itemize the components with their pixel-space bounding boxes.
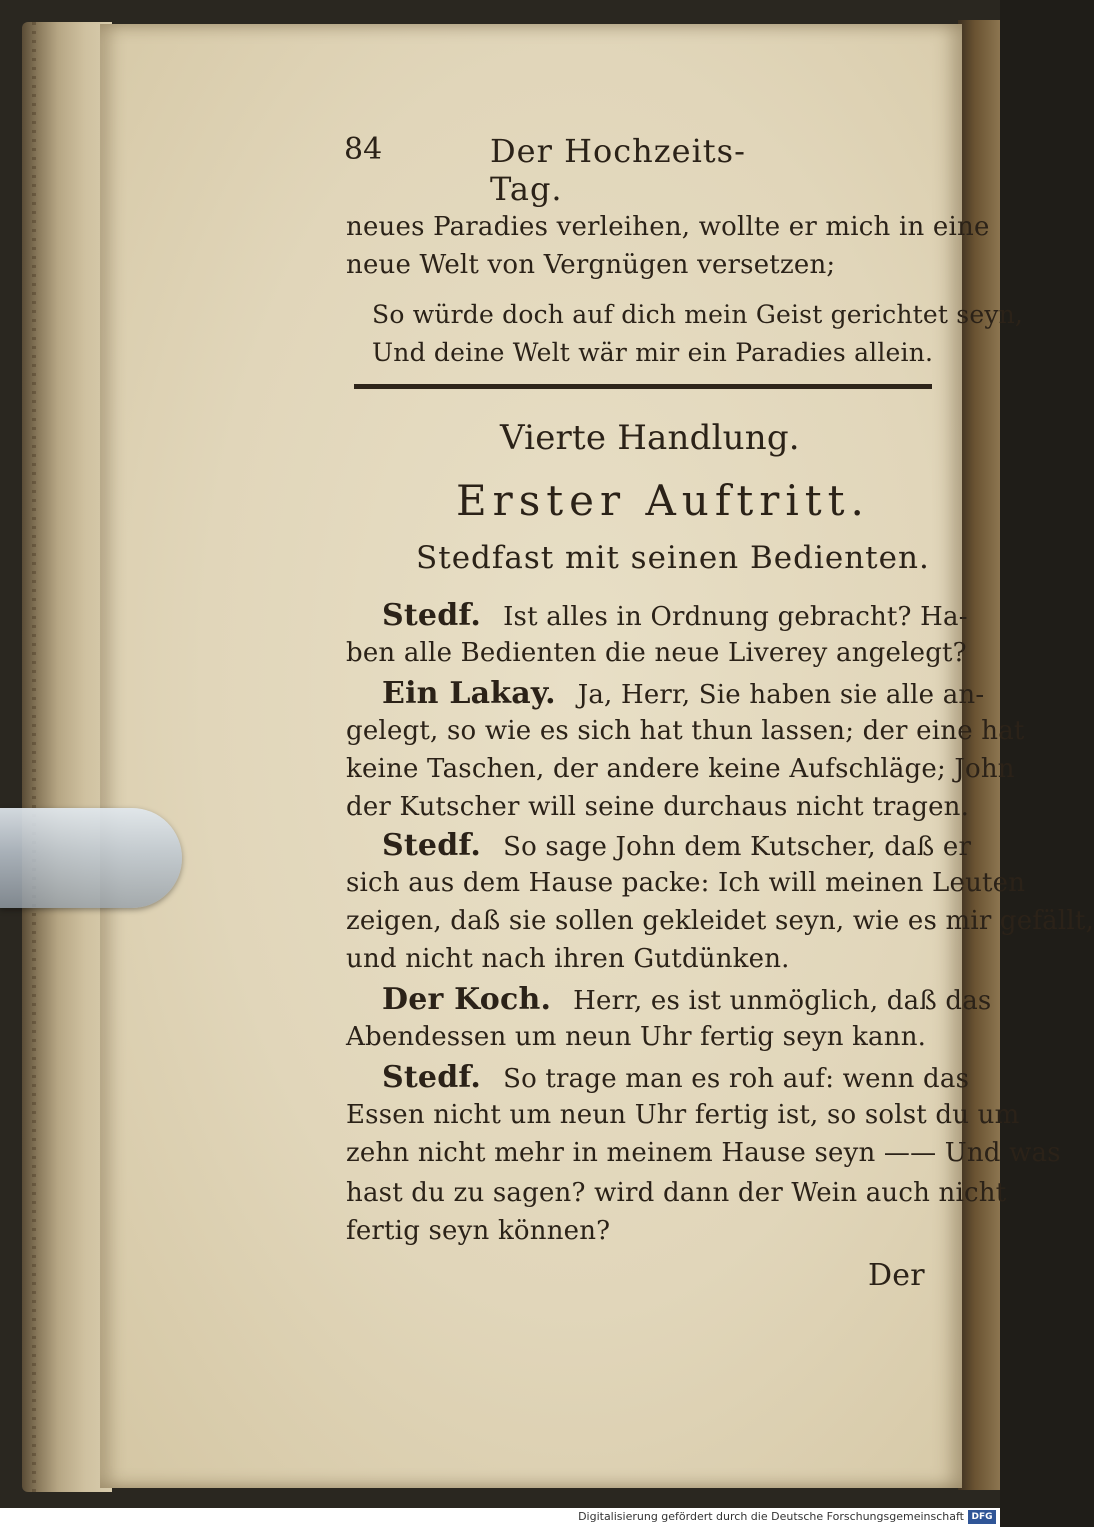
dialogue-line: ben alle Bedienten die neue Liverey angelegt? xyxy=(346,638,967,668)
dialogue-line: sich aus dem Hause packe: Ich will meinen Leuten xyxy=(346,868,1026,898)
dialogue-line: und nicht nach ihren Gutdünken. xyxy=(346,944,790,974)
speaker-label: Stedf. xyxy=(382,828,482,863)
dialogue-line: zeigen, daß sie sollen gekleidet seyn, wie es mir gefällt, xyxy=(346,906,1094,936)
dialogue-line xyxy=(382,982,991,1017)
speaker-label: Stedf. xyxy=(382,1060,482,1095)
speech-text: So sage John dem Kutscher, daß er xyxy=(503,832,972,862)
section-rule xyxy=(354,384,932,389)
plastic-page-clip xyxy=(0,808,182,908)
prose-line: neues Paradies verleihen, wollte er mich in eine xyxy=(346,212,990,242)
dialogue-line: hast du zu sagen? wird dann der Wein auch nicht xyxy=(346,1178,1007,1208)
dialogue-line: gelegt, so wie es sich hat thun lassen; der eine hat xyxy=(346,716,1025,746)
verse-line: Und deine Welt wär mir ein Paradies allein. xyxy=(372,338,934,367)
dialogue-line: keine Taschen, der andere keine Aufschläge; John xyxy=(346,754,1015,784)
catchword: Der xyxy=(868,1258,925,1293)
prose-line: neue Welt von Vergnügen versetzen; xyxy=(346,250,836,280)
page-number: 84 xyxy=(344,132,383,167)
act-heading: Vierte Handlung. xyxy=(500,418,800,458)
dialogue-line: Essen nicht um neun Uhr fertig ist, so solst du um xyxy=(346,1100,1020,1130)
dialogue-line: der Kutscher will seine durchaus nicht tragen. xyxy=(346,792,970,822)
speech-text: Herr, es ist unmöglich, daß das xyxy=(573,986,992,1016)
scene-heading: Erster Auftritt. xyxy=(456,476,870,525)
footer-bar xyxy=(0,1508,1000,1527)
speaker-label: Der Koch. xyxy=(382,982,552,1017)
speaker-label: Ein Lakay. xyxy=(382,676,556,711)
dialogue-line xyxy=(382,598,968,633)
dialogue-line xyxy=(382,828,971,863)
dfg-logo-icon: DFG xyxy=(968,1510,996,1524)
cast-line: Stedfast mit seinen Bedienten. xyxy=(416,540,930,576)
page-edge-stack xyxy=(22,22,112,1492)
dialogue-line: fertig seyn können? xyxy=(346,1216,611,1246)
dialogue-line xyxy=(382,1060,969,1095)
running-title: Der Hochzeits-Tag. xyxy=(490,132,746,208)
speech-text: So trage man es roh auf: wenn das xyxy=(503,1064,970,1094)
dialogue-line xyxy=(382,676,984,711)
running-head xyxy=(344,132,814,208)
verse-line: So würde doch auf dich mein Geist gerichtet seyn, xyxy=(372,300,1024,329)
speaker-label: Stedf. xyxy=(382,598,482,633)
funding-credit: Digitalisierung gefördert durch die Deutsche Forschungsgemeinschaft xyxy=(578,1510,964,1523)
speech-text: Ja, Herr, Sie haben sie alle an- xyxy=(577,680,985,710)
speech-text: Ist alles in Ordnung gebracht? Ha- xyxy=(503,602,968,632)
dialogue-line: Abendessen um neun Uhr fertig seyn kann. xyxy=(346,1022,927,1052)
dialogue-line: zehn nicht mehr in meinem Hause seyn —— Und was xyxy=(346,1138,1061,1168)
